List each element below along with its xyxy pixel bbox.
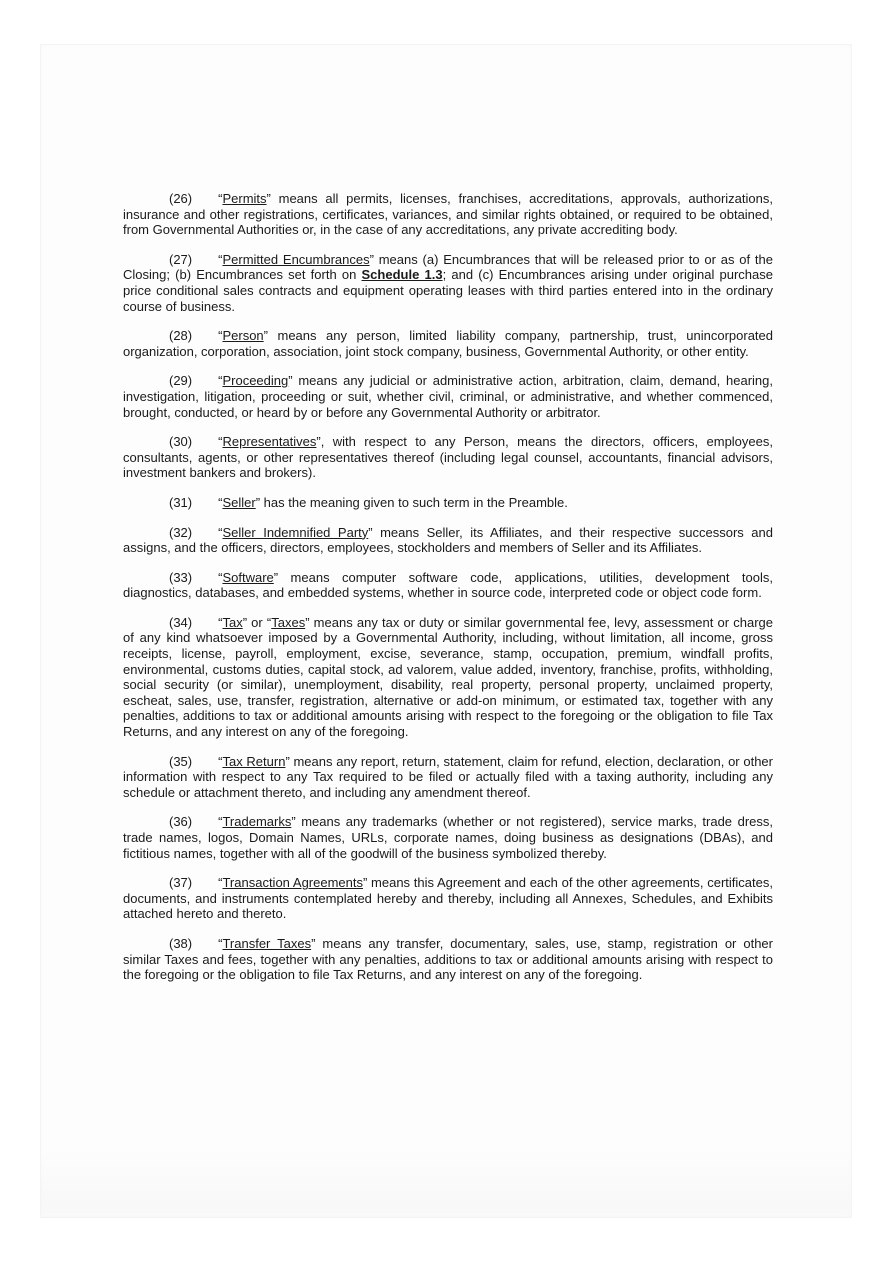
defined-term: Person [222,328,264,344]
paragraph-number: (38) [169,935,193,951]
paragraph-text: “ [218,569,223,585]
paragraph-number: (33) [169,569,193,585]
paragraph-text: “ [218,614,223,630]
paragraph-number: (31) [169,494,193,510]
paragraph-29 [123,373,773,420]
scanned-page-sheet [40,44,852,1218]
paragraph-text: ” or “ [242,614,272,630]
defined-term: Proceeding [222,373,289,389]
paragraph-number: (37) [169,875,193,891]
paragraph-number: (34) [169,614,193,630]
paragraph-27 [123,252,773,314]
paragraph-text: ” means any tax or duty or similar governmental fee, levy, assessment or charge of any kind whatsoever imposed by a Governmental Authority, including, without limitation, all income, gross receipts, license, payroll, employment, excise, severance, stamp, occupation, premium, windfall profits, environmental, customs duties, capital stock, ad valorem, value added, inventory, franchise, profits, withholding, social security (or similar), unemployment, disability, real property, personal property, unclaimed property, escheat, sales, use, transfer, registration, alternative or add-on minimum, or estimated tax, together with any penalties, additions to tax or additional amounts arising with respect to the foregoing or the obligation to file Tax Returns, and any interest on any of the foregoing. [123,614,773,740]
paragraph-38 [123,936,773,983]
paragraph-text: “ [218,191,223,206]
paragraph-text: “ [218,875,223,891]
paragraph-32 [123,525,773,556]
paragraph-text: “ [218,753,223,769]
paragraph-text: ”, with respect to any Person, means the directors, officers, employees, consultants, agents, or other representatives thereof (including legal counsel, accountants, financial advisors, investment bankers and brokers). [123,434,773,481]
paragraph-text: ” has the meaning given to such term in the Preamble. [255,494,568,510]
paragraph-number: (26) [169,191,193,206]
paragraph-34 [123,615,773,740]
defined-term: Tax Return [222,753,286,769]
defined-term: Permitted Encumbrances [222,251,370,267]
defined-term: Tax [222,614,243,630]
defined-term: Software [222,569,274,585]
paragraph-text: “ [218,328,223,344]
paragraph-number: (32) [169,524,193,540]
paragraph-number: (27) [169,251,193,267]
paragraph-text: ” means any transfer, documentary, sales, use, stamp, registration or other similar Taxes and fees, together with any penalties, additions to tax or additional amounts arising with respect to the foregoing or the obligation to file Tax Returns, and any interest on any of the foregoing. [123,935,773,983]
defined-term: Representatives [222,434,317,450]
paragraph-text: ” means all permits, licenses, franchises, accreditations, approvals, authorizations, insurance and other registrations, certificates, variances, and similar rights obtained, or required to be obtained, from Governmental Authorities or, in the case of any accreditations, any private accrediting body. [123,191,773,238]
paragraph-28 [123,328,773,359]
defined-term: Schedule 1.3 [361,267,443,283]
paragraph-35 [123,754,773,801]
paragraph-text: “ [218,935,223,951]
paragraph-number: (36) [169,814,193,830]
paragraph-text: ” means any person, limited liability company, partnership, trust, unincorporated organization, corporation, association, joint stock company, business, Governmental Authority, or other entity. [123,328,773,359]
paragraph-30 [123,434,773,481]
defined-term: Transfer Taxes [222,935,312,951]
paragraph-text: ” means any report, return, statement, claim for refund, election, declaration, or other information with respect to any Tax required to be filed or actually filed with a taxing authority, including any schedule or attachment thereto, and including any amendment thereof. [123,753,773,800]
paragraph-text: “ [218,434,223,450]
paragraph-text: ” means computer software code, applications, utilities, development tools, diagnostics, databases, and embedded systems, whether in source code, interpreted code or object code form. [123,569,773,601]
paragraph-text: “ [218,494,223,510]
paragraph-text: ” means any judicial or administrative action, arbitration, claim, demand, hearing, investigation, litigation, proceeding or suit, whether civil, criminal, or administrative, and whether commenced, brought, conducted, or heard by or before any Governmental Authority or arbitrator. [123,373,773,420]
paragraph-text: ; and (c) Encumbrances arising under original purchase price conditional sales contracts and equipment operating leases with third parties entered into in the ordinary course of business. [123,267,773,314]
paragraph-33 [123,570,773,601]
paragraph-text: “ [218,524,223,540]
defined-term: Taxes [271,614,306,630]
paragraph-36 [123,814,773,861]
paragraph-text: ” means Seller, its Affiliates, and their respective successors and assigns, and the officers, directors, employees, stockholders and members of Seller and its Affiliates. [123,524,773,556]
defined-term: Trademarks [222,814,292,830]
paragraph-text: ” means this Agreement and each of the other agreements, certificates, documents, and instruments contemplated hereby and thereby, including all Annexes, Schedules, and Exhibits attached hereto and thereto. [123,875,773,922]
defined-term: Seller Indemnified Party [222,524,369,540]
paragraph-31 [123,495,773,511]
definitions-text-block [123,191,773,983]
paragraph-37 [123,875,773,922]
paragraph-text: “ [218,373,223,389]
paragraphs [123,191,773,983]
paragraph-26 [123,191,773,238]
defined-term: Seller [222,494,256,510]
paragraph-number: (30) [169,434,193,450]
paragraph-number: (28) [169,328,193,344]
paragraph-text: ” means (a) Encumbrances that will be released prior to or as of the Closing; (b) Encumbrances set forth on [123,251,774,283]
paragraph-text: “ [218,251,223,267]
defined-term: Transaction Agreements [222,875,363,891]
paragraph-text: “ [218,814,223,830]
paragraph-text: ” means any trademarks (whether or not registered), service marks, trade dress, trade names, logos, Domain Names, URLs, corporate names, doing business as designations (DBAs), and fictitious names, together with all of the goodwill of the business symbolized thereby. [123,814,773,861]
defined-term: Permits [222,191,267,206]
paragraph-number: (29) [169,373,193,389]
paragraph-number: (35) [169,753,193,769]
